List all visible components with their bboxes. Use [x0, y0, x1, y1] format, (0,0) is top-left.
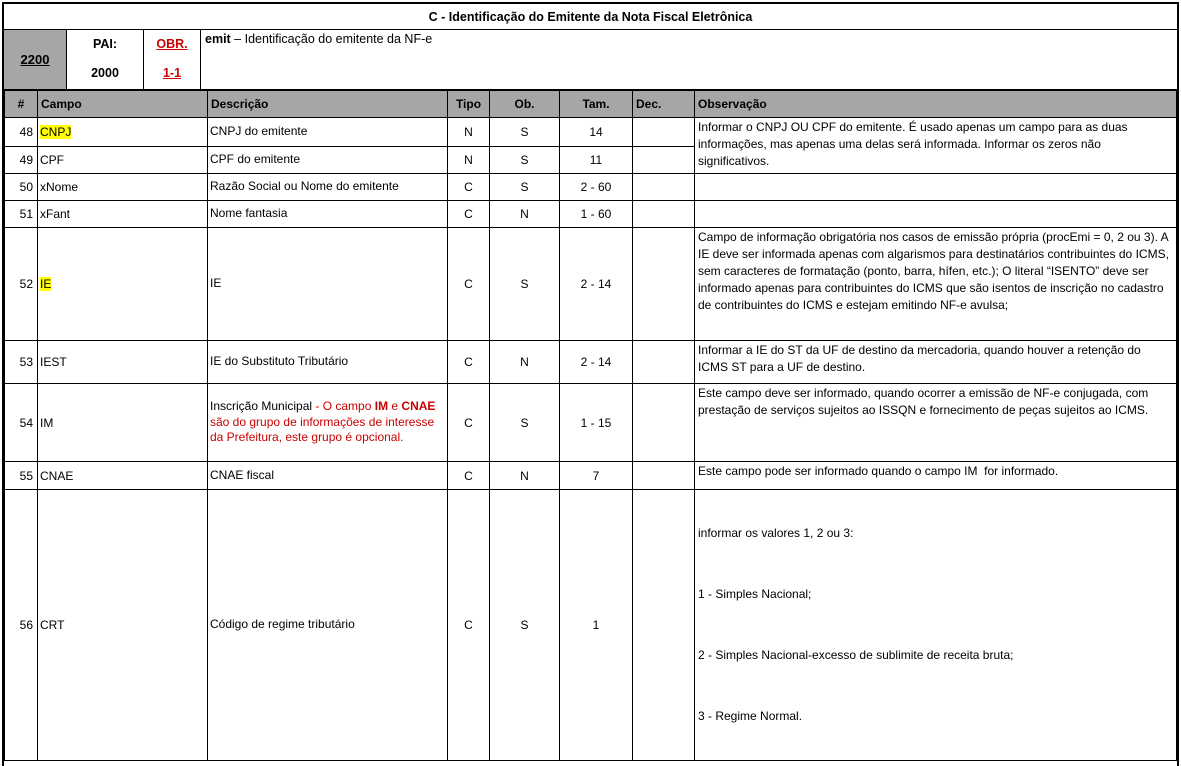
field-tipo: C: [448, 384, 490, 462]
col-header-tam: Tam.: [560, 91, 633, 118]
field-obs: [695, 201, 1177, 228]
col-header-dec: Dec.: [633, 91, 695, 118]
descricao-bold-im: IM: [374, 399, 389, 414]
field-tam: 11: [560, 147, 633, 174]
field-tam: 1 - 15: [560, 384, 633, 462]
field-dec: [633, 118, 695, 147]
field-tam: 2 - 14: [560, 341, 633, 384]
field-descricao: IE do Substituto Tributário: [208, 341, 448, 384]
group-tag: emit: [205, 32, 231, 46]
field-obs: Este campo deve ser informado, quando ocorrer a emissão de NF-e conjugada, com prestação de serviços sujeitos ao ISSQN e fornecimento de peças sujeitos ao ICMS.: [695, 384, 1177, 462]
field-campo: CRT: [38, 490, 208, 761]
field-campo: CNAE: [38, 462, 208, 490]
field-num: 56: [5, 490, 38, 761]
field-ob: N: [490, 462, 560, 490]
field-obs-list: [695, 490, 1177, 761]
group-tag-cell: [201, 30, 1177, 89]
field-row-54: [5, 384, 1177, 462]
col-header-campo: Campo: [38, 91, 208, 118]
field-descricao: Código de regime tributário: [208, 490, 448, 761]
col-header-descricao: Descrição: [208, 91, 448, 118]
pai-label: PAI:: [92, 37, 118, 51]
field-num: 49: [5, 147, 38, 174]
obr-value: 1-1: [162, 66, 182, 80]
group-obr-cell: [144, 30, 201, 89]
field-row-48: [5, 118, 1177, 147]
fields-table: [4, 90, 1177, 766]
field-campo: [38, 118, 208, 147]
field-row-52: [5, 228, 1177, 341]
field-ob: S: [490, 174, 560, 201]
field-tipo: N: [448, 118, 490, 147]
field-dec: [633, 462, 695, 490]
field-tam: 1: [560, 490, 633, 761]
field-tam: 14: [560, 118, 633, 147]
obs-line: 2 - Simples Nacional-excesso de sublimite de receita bruta;: [698, 648, 1014, 662]
field-tam: 7: [560, 462, 633, 490]
field-descricao: IE: [208, 228, 448, 341]
spec-table: [2, 2, 1179, 766]
field-tipo: C: [448, 228, 490, 341]
field-obs: Campo de informação obrigatória nos casos de emissão própria (procEmi = 0, 2 ou 3). A IE deve ser informada apenas com algarismos para destinatários contribuintes do ICMS, sem caracteres de formatação (ponto, barra, hífen, etc.); O literal “ISENTO” deve ser informado apenas para contribuintes do ICMS que são isentos de inscrição no cadastro de contribuintes do ICMS e estejam emitindo NF-e avulsa;: [695, 228, 1177, 341]
descricao-black-part: Inscrição Municipal: [210, 399, 316, 414]
highlighted-campo: CNPJ: [40, 125, 72, 139]
field-campo: IEST: [38, 341, 208, 384]
partial-empty-cell: [5, 761, 1177, 766]
field-dec: [633, 341, 695, 384]
field-num: 51: [5, 201, 38, 228]
obs-line: informar os valores 1, 2 ou 3:: [698, 526, 854, 540]
field-campo: [38, 228, 208, 341]
descricao-red-part: e: [388, 399, 402, 414]
field-row-50: [5, 174, 1177, 201]
field-ob: S: [490, 118, 560, 147]
field-ob: N: [490, 201, 560, 228]
col-header-obs: Observação: [695, 91, 1177, 118]
field-num: 55: [5, 462, 38, 490]
field-campo: xNome: [38, 174, 208, 201]
field-descricao: CPF do emitente: [208, 147, 448, 174]
field-tipo: C: [448, 341, 490, 384]
field-tipo: N: [448, 147, 490, 174]
field-num: 48: [5, 118, 38, 147]
field-campo: IM: [38, 384, 208, 462]
group-tag-desc: – Identificação do emitente da NF-e: [230, 32, 433, 46]
field-tam: 2 - 60: [560, 174, 633, 201]
group-id: 2200: [4, 30, 67, 89]
field-descricao: CNAE fiscal: [208, 462, 448, 490]
column-header-row: [5, 91, 1177, 118]
field-ob: S: [490, 384, 560, 462]
field-num: 50: [5, 174, 38, 201]
field-obs: [695, 174, 1177, 201]
section-title: C - Identificação do Emitente da Nota Fiscal Eletrônica: [4, 4, 1177, 30]
field-tipo: C: [448, 174, 490, 201]
field-descricao: CNPJ do emitente: [208, 118, 448, 147]
next-row-partial: [5, 761, 1177, 766]
field-num: 53: [5, 341, 38, 384]
field-num: 52: [5, 228, 38, 341]
field-campo: CPF: [38, 147, 208, 174]
field-dec: [633, 147, 695, 174]
field-tipo: C: [448, 201, 490, 228]
field-row-55: [5, 462, 1177, 490]
field-tipo: C: [448, 490, 490, 761]
field-ob: S: [490, 490, 560, 761]
field-obs: Este campo pode ser informado quando o campo IM for informado.: [695, 462, 1177, 490]
field-tipo: C: [448, 462, 490, 490]
field-campo: xFant: [38, 201, 208, 228]
descricao-red-part: - O campo: [315, 399, 375, 414]
field-obs-merged: Informar o CNPJ OU CPF do emitente. É usado apenas um campo para as duas informações, mas apenas uma delas será informada. Informar os zeros não significativos.: [695, 118, 1177, 174]
field-dec: [633, 490, 695, 761]
field-obs: Informar a IE do ST da UF de destino da mercadoria, quando houver a retenção do ICMS ST para a UF de destino.: [695, 341, 1177, 384]
field-dec: [633, 384, 695, 462]
descricao-bold-cnae: CNAE: [401, 399, 436, 414]
field-dec: [633, 174, 695, 201]
obr-label: OBR.: [156, 37, 188, 51]
field-ob: S: [490, 228, 560, 341]
field-tam: 2 - 14: [560, 228, 633, 341]
col-header-num: #: [5, 91, 38, 118]
field-dec: [633, 228, 695, 341]
group-header-row: [4, 30, 1177, 90]
field-num: 54: [5, 384, 38, 462]
field-tam: 1 - 60: [560, 201, 633, 228]
field-ob: S: [490, 147, 560, 174]
obs-line: 3 - Regime Normal.: [698, 709, 803, 723]
field-descricao-rich: [208, 384, 448, 462]
pai-value: 2000: [91, 66, 119, 80]
field-row-51: [5, 201, 1177, 228]
field-row-53: [5, 341, 1177, 384]
col-header-ob: Ob.: [490, 91, 560, 118]
field-ob: N: [490, 341, 560, 384]
field-row-56: [5, 490, 1177, 761]
descricao-red-part: são do grupo de informações de interesse da Prefeitura, este grupo é opcional.: [210, 414, 435, 445]
group-pai-cell: [67, 30, 144, 89]
field-descricao: Nome fantasia: [208, 201, 448, 228]
field-dec: [633, 201, 695, 228]
col-header-tipo: Tipo: [448, 91, 490, 118]
field-descricao: Razão Social ou Nome do emitente: [208, 174, 448, 201]
obs-line: 1 - Simples Nacional;: [698, 587, 812, 601]
highlighted-campo: IE: [40, 277, 52, 291]
